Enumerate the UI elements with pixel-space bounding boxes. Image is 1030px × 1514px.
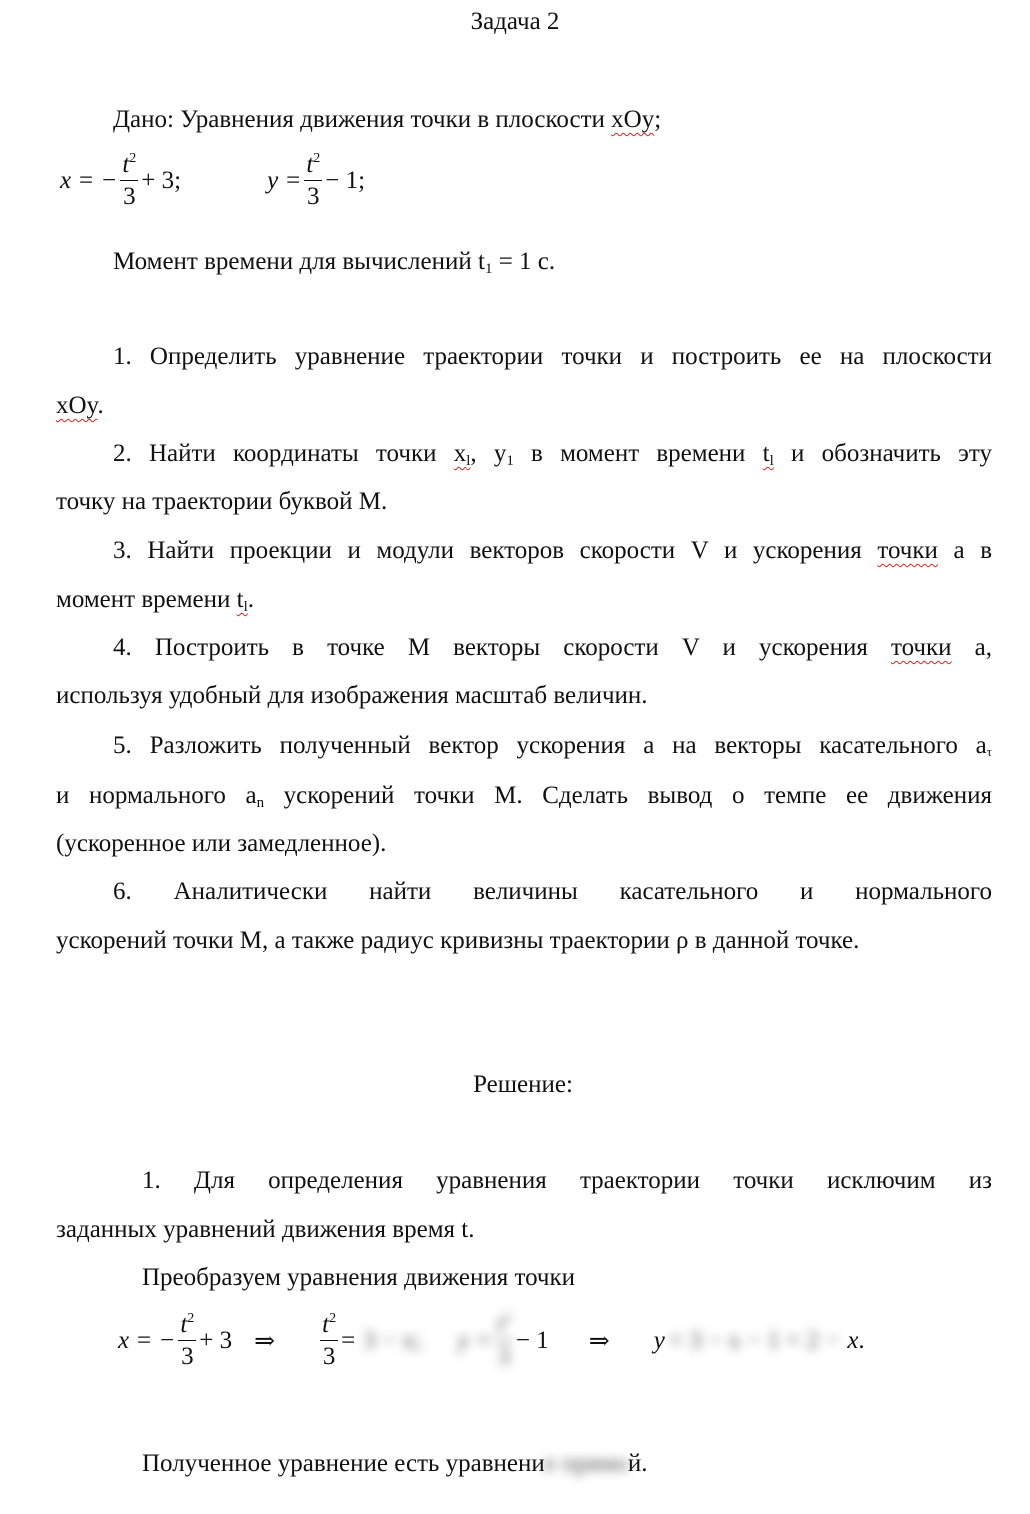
task-3-start: 3. Найти проекции и модули векторов скорости V и ускорения — [113, 537, 878, 564]
task-4-start: 4. Построить в точке М векторы скорости V и ускорения — [113, 634, 891, 661]
task-2-end: и обозначить эту — [773, 440, 993, 467]
task-5b-start: и нормального а — [56, 782, 257, 809]
task-6-line-2: ускорений точки М, а также радиус кривизны траектории ρ в данной точке. — [56, 927, 860, 954]
task-2-start: 2. Найти координаты точки — [113, 440, 454, 467]
sol-f1-num: t — [180, 1311, 188, 1338]
task-3-end: а в — [937, 537, 993, 564]
task-5-tau: τ — [986, 744, 992, 759]
task-1-line-1: 1. Определить уравнение траектории точки и построить ее на плоскости — [113, 343, 992, 370]
plane-name: xOy — [611, 106, 655, 133]
eq-x-lhs: x = − — [60, 166, 118, 194]
task-4-line-1 — [113, 634, 992, 662]
blurred-term-2: y = — [457, 1326, 492, 1354]
solution-para-1-line-1: 1. Для определения уравнения траектории точки исключим из — [142, 1167, 992, 1194]
task-2-t-sub: l — [769, 453, 774, 469]
eq-x-exp: 2 — [129, 151, 137, 166]
sol-y: y — [653, 1326, 665, 1354]
solution-result — [142, 1450, 647, 1478]
task-2-t — [763, 440, 774, 467]
moment-sub: 1 — [484, 261, 493, 277]
task-5-line-1 — [113, 732, 992, 760]
task-3-line-1 — [113, 537, 992, 565]
blur-frac-den: 3 — [497, 1343, 511, 1370]
task-1-line-2 — [56, 392, 104, 420]
task-4-end: а, — [951, 634, 992, 661]
blurred-fraction — [495, 1312, 513, 1369]
result-end: й. — [627, 1450, 648, 1477]
task-6-line-1: 6. Аналитически найти величины касательного и нормального — [113, 878, 992, 905]
solution-equation — [118, 1312, 865, 1369]
task-3b-start: момент времени — [56, 586, 237, 613]
task-1-plane: xOy — [56, 392, 98, 419]
solution-heading: Решение: — [473, 1071, 573, 1098]
task-2-t-letter: t — [762, 440, 770, 467]
sol-fraction-2 — [320, 1312, 338, 1369]
result-start: Полученное уравнение есть уравнени — [142, 1450, 545, 1477]
task-5-text: 5. Разложить полученный вектор ускорения а на векторы касательного а — [113, 732, 987, 759]
task-1-end: . — [97, 392, 104, 419]
task-3-line-2 — [56, 586, 254, 616]
eq-y-rhs: − 1; — [325, 166, 366, 194]
result-blurred: е прямо — [544, 1450, 628, 1477]
sol-f2-num: t — [322, 1311, 330, 1338]
sol-x-end: x — [847, 1326, 859, 1354]
eq-y-exp: 2 — [313, 151, 321, 166]
task-3-word: точки — [877, 537, 938, 564]
eq-x-den: 3 — [123, 183, 136, 210]
eq-x-fraction — [120, 152, 138, 209]
sol-f2-den: 3 — [322, 1343, 336, 1370]
blur-frac-num: t — [496, 1311, 504, 1338]
moment-text: Момент времени для вычислений t — [113, 248, 485, 275]
given-line — [113, 106, 661, 134]
eq-x-num: t — [122, 151, 130, 178]
sol-x-lhs: x = − — [118, 1326, 176, 1354]
eq-y-den: 3 — [307, 183, 320, 210]
task-2-x — [454, 440, 471, 467]
blurred-term-3: = 3 − x − 1 = 2 − — [668, 1326, 840, 1354]
task-3b-t-letter: t — [236, 586, 244, 613]
solution-para-1-line-2: заданных уравнений движения время t. — [56, 1216, 475, 1243]
task-2-x-sub: l — [466, 453, 471, 469]
sol-eq: = — [341, 1326, 356, 1354]
task-3b-t-sub: l — [243, 599, 248, 615]
eq-y-lhs: y = — [267, 166, 302, 194]
task-3b-t — [237, 586, 248, 613]
blurred-term-1: 3 − x; — [363, 1326, 422, 1354]
task-5-line-3: (ускоренное или замедленное). — [56, 830, 387, 857]
blur-frac-exp: 2 — [503, 1311, 511, 1326]
task-5b-end: ускорений точки М. Сделать вывод о темпе ее движения — [264, 782, 993, 809]
sol-plus3: + 3 — [199, 1326, 233, 1354]
implies-arrow-1: ⇒ — [254, 1327, 276, 1355]
task-2-mid: , y — [470, 440, 507, 467]
eq-x-rhs: + 3; — [141, 166, 182, 194]
sol-dot: . — [858, 1326, 865, 1354]
moment-value: = 1 с. — [492, 248, 556, 275]
sol-f1-den: 3 — [181, 1343, 194, 1370]
task-3b-end: . — [247, 586, 255, 613]
sol-f1-exp: 2 — [187, 1311, 195, 1326]
task-2-line-1 — [113, 440, 992, 470]
given-suffix: ; — [654, 106, 662, 133]
task-5-line-2 — [56, 782, 992, 812]
task-2-line-2: точку на траектории буквой М. — [56, 488, 388, 515]
task-2-mid2: в момент времени — [513, 440, 763, 467]
document-title: Задача 2 — [470, 8, 560, 35]
eq-y-num: t — [306, 151, 314, 178]
task-4-line-2: используя удобный для изображения масштаб величин. — [56, 682, 648, 709]
task-2-y-sub: 1 — [506, 453, 514, 469]
time-moment — [113, 248, 555, 278]
given-text: Дано: Уравнения движения точки в плоскости — [113, 106, 612, 133]
implies-arrow-2: ⇒ — [588, 1327, 610, 1355]
task-5b-sub: n — [256, 795, 265, 811]
sol-minus1: − 1 — [515, 1326, 549, 1354]
solution-para-2: Преобразуем уравнения движения точки — [142, 1264, 576, 1291]
eq-y-fraction — [304, 152, 322, 209]
sol-f2-exp: 2 — [329, 1311, 337, 1326]
task-2-x-letter: x — [453, 440, 467, 467]
task-4-word: точки — [890, 634, 952, 661]
sol-fraction-1 — [178, 1312, 196, 1369]
motion-equations — [60, 152, 365, 209]
